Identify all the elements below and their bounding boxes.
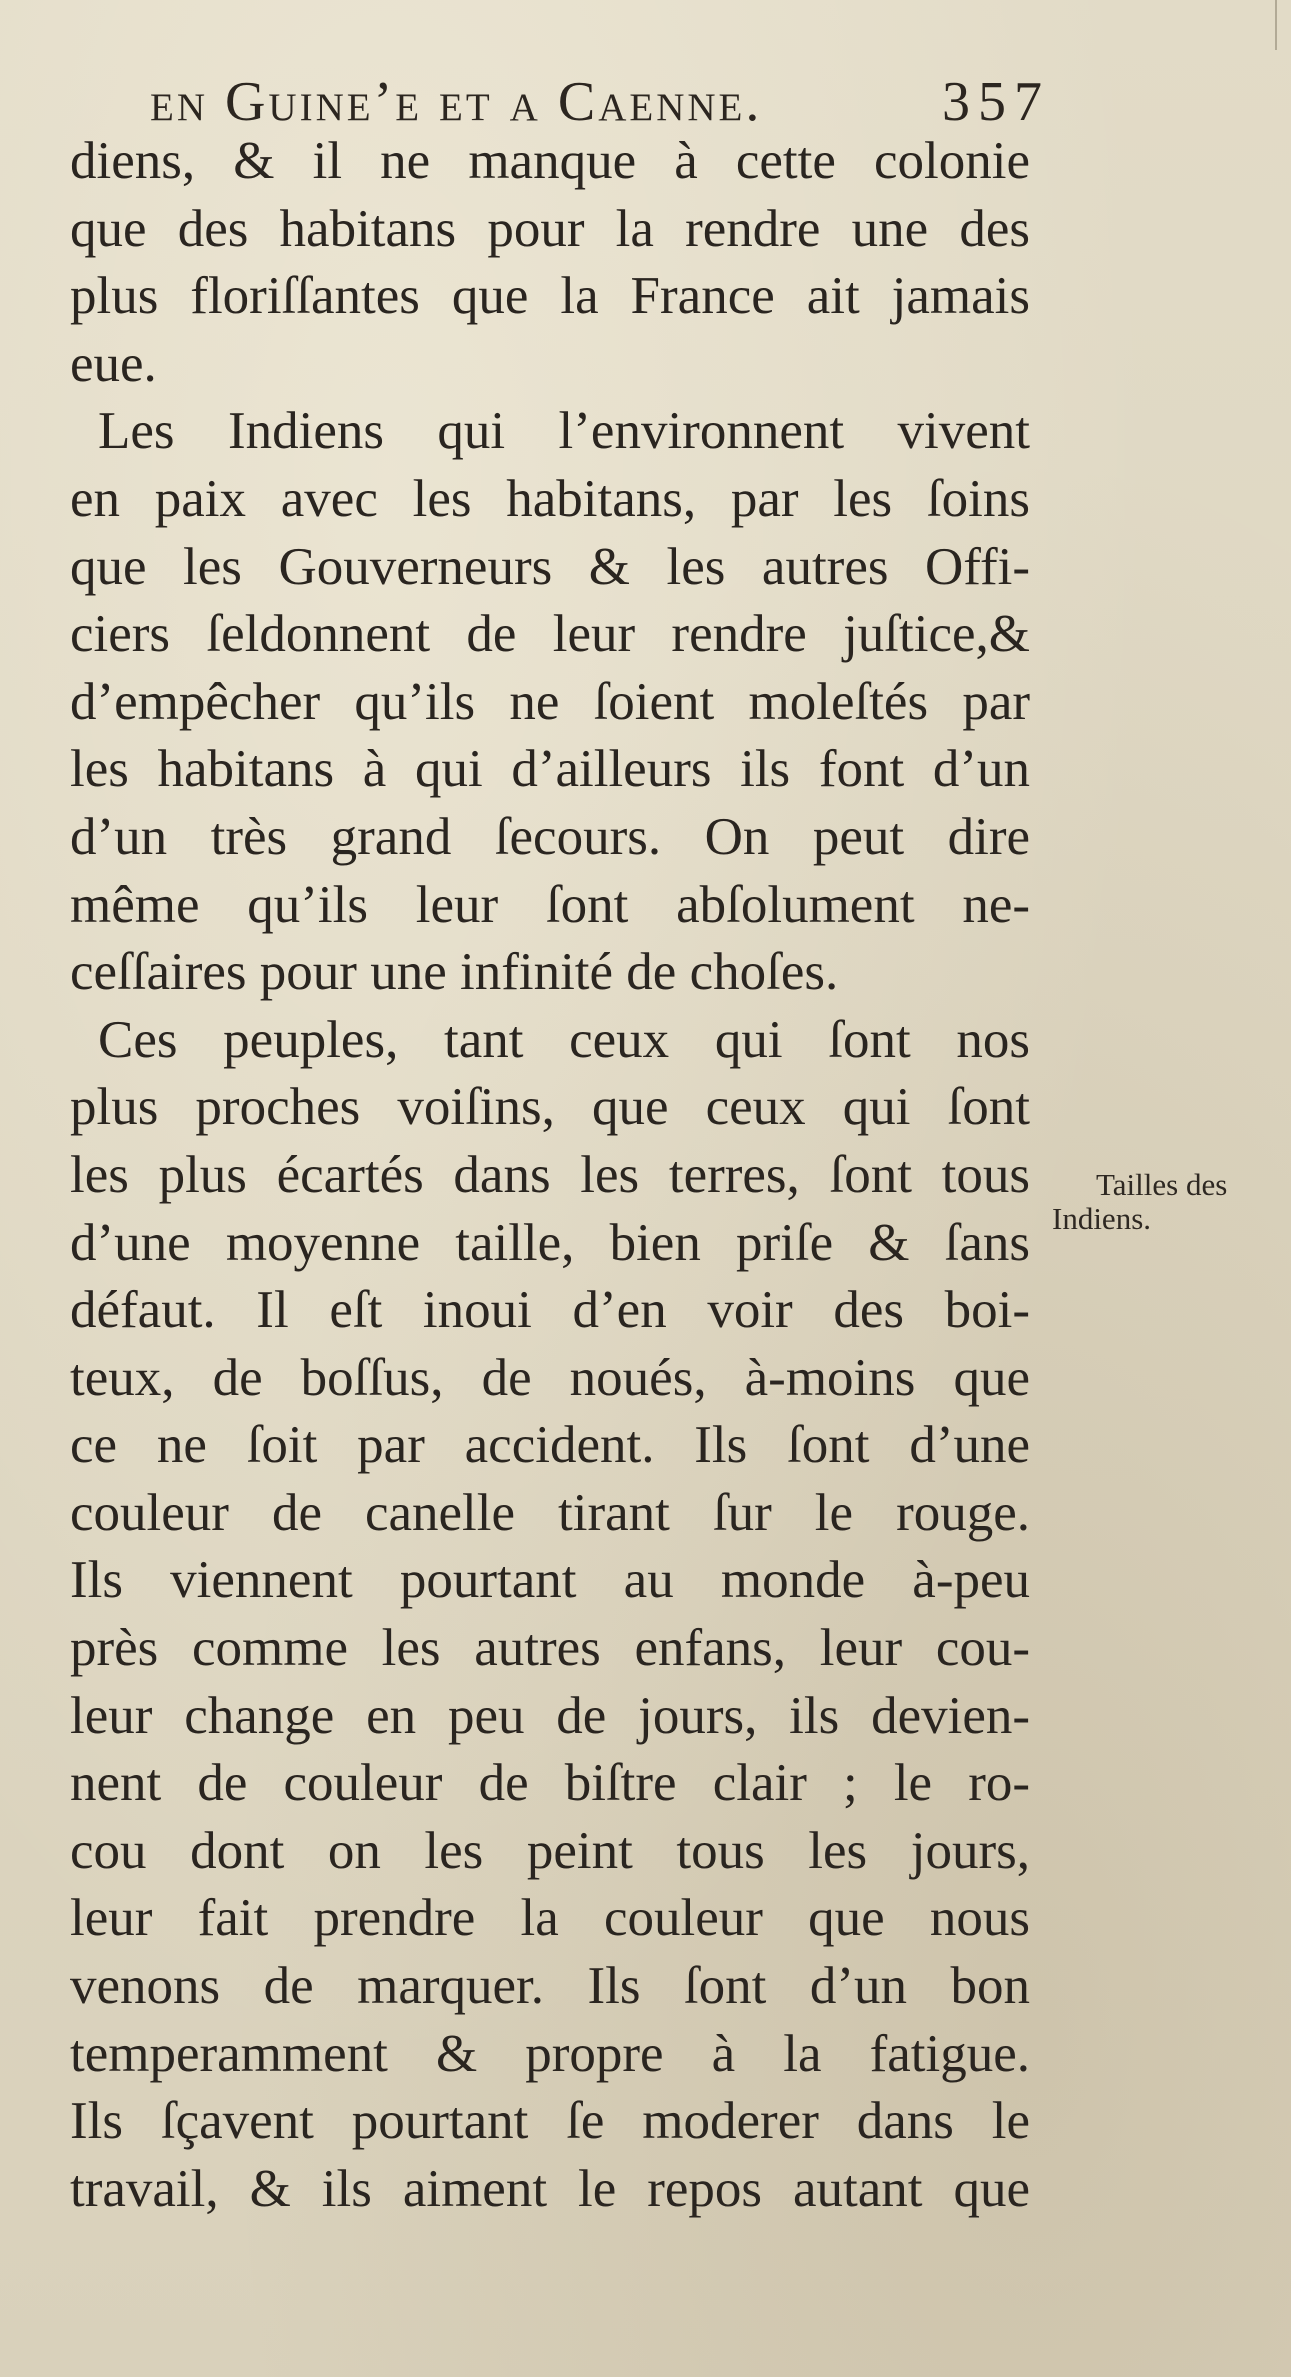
text-line: venons de marquer. Ils ſont d’un bon bbox=[70, 1957, 1030, 2016]
text-line: diens, & il ne manque à cette colonie bbox=[70, 132, 1030, 190]
body-text bbox=[70, 128, 1030, 2223]
text-line: défaut. Il eſt inoui d’en voir des boi- bbox=[70, 1281, 1030, 1340]
text-line: plus floriſſantes que la France ait jamais bbox=[70, 267, 1030, 326]
text-line: leur fait prendre la couleur que nous bbox=[70, 1889, 1030, 1948]
text-line: les plus écartés dans les terres, ſont tous bbox=[70, 1145, 1030, 1204]
running-head-title: en Guine’e et a Caenne. bbox=[150, 71, 763, 133]
text-line: ceſſaires pour une infinité de choſes. bbox=[70, 943, 839, 1002]
text-line: cou dont on les peint tous les jours, bbox=[70, 1821, 1030, 1880]
marginal-note-line: Indiens. bbox=[1052, 1201, 1152, 1236]
text-line: temperamment & propre à la fatigue. bbox=[70, 2024, 1030, 2083]
text-line: couleur de canelle tirant ſur le rouge. bbox=[70, 1483, 1030, 1542]
page-edge-mark bbox=[1275, 0, 1277, 50]
text-line: Les Indiens qui l’environnent vivent bbox=[98, 402, 1030, 461]
text-line: d’un très grand ſecours. On peut dire bbox=[70, 807, 1030, 866]
text-line: nent de couleur de biſtre clair ; le ro- bbox=[70, 1754, 1030, 1813]
text-line: près comme les autres enfans, leur cou- bbox=[70, 1619, 1030, 1678]
text-line: leur change en peu de jours, ils devien- bbox=[70, 1686, 1030, 1745]
marginal-note bbox=[1052, 1168, 1272, 1236]
text-line: que des habitans pour la rendre une des bbox=[70, 199, 1030, 258]
text-line: plus proches voiſins, que ceux qui ſont bbox=[70, 1078, 1030, 1137]
running-head bbox=[150, 70, 1050, 134]
text-line: même qu’ils leur ſont abſolument ne- bbox=[70, 875, 1030, 934]
text-line: ce ne ſoit par accident. Ils ſont d’une bbox=[70, 1416, 1030, 1475]
text-line: teux, de boſſus, de noués, à-moins que bbox=[70, 1348, 1030, 1407]
text-line: eue. bbox=[70, 334, 157, 393]
text-line: les habitans à qui d’ailleurs ils font d’un bbox=[70, 740, 1030, 799]
text-line: travail, & ils aiment le repos autant que bbox=[70, 2159, 1030, 2218]
text-line: Ils viennent pourtant au monde à-peu bbox=[70, 1551, 1030, 1610]
text-line: Ils ſçavent pourtant ſe moderer dans le bbox=[70, 2092, 1030, 2151]
text-line: Ces peuples, tant ceux qui ſont nos bbox=[98, 1010, 1030, 1069]
text-line: que les Gouverneurs & les autres Offi- bbox=[70, 537, 1030, 596]
text-line: en paix avec les habitans, par les ſoins bbox=[70, 469, 1030, 528]
text-line: ciers ſeldonnent de leur rendre juſtice,& bbox=[70, 605, 1030, 664]
text-line: d’une moyenne taille, bien priſe & ſans bbox=[70, 1213, 1030, 1272]
page-number: 357 bbox=[942, 71, 1050, 133]
marginal-note-line: Tailles des bbox=[1096, 1167, 1228, 1202]
text-line: d’empêcher qu’ils ne ſoient moleſtés par bbox=[70, 672, 1030, 731]
